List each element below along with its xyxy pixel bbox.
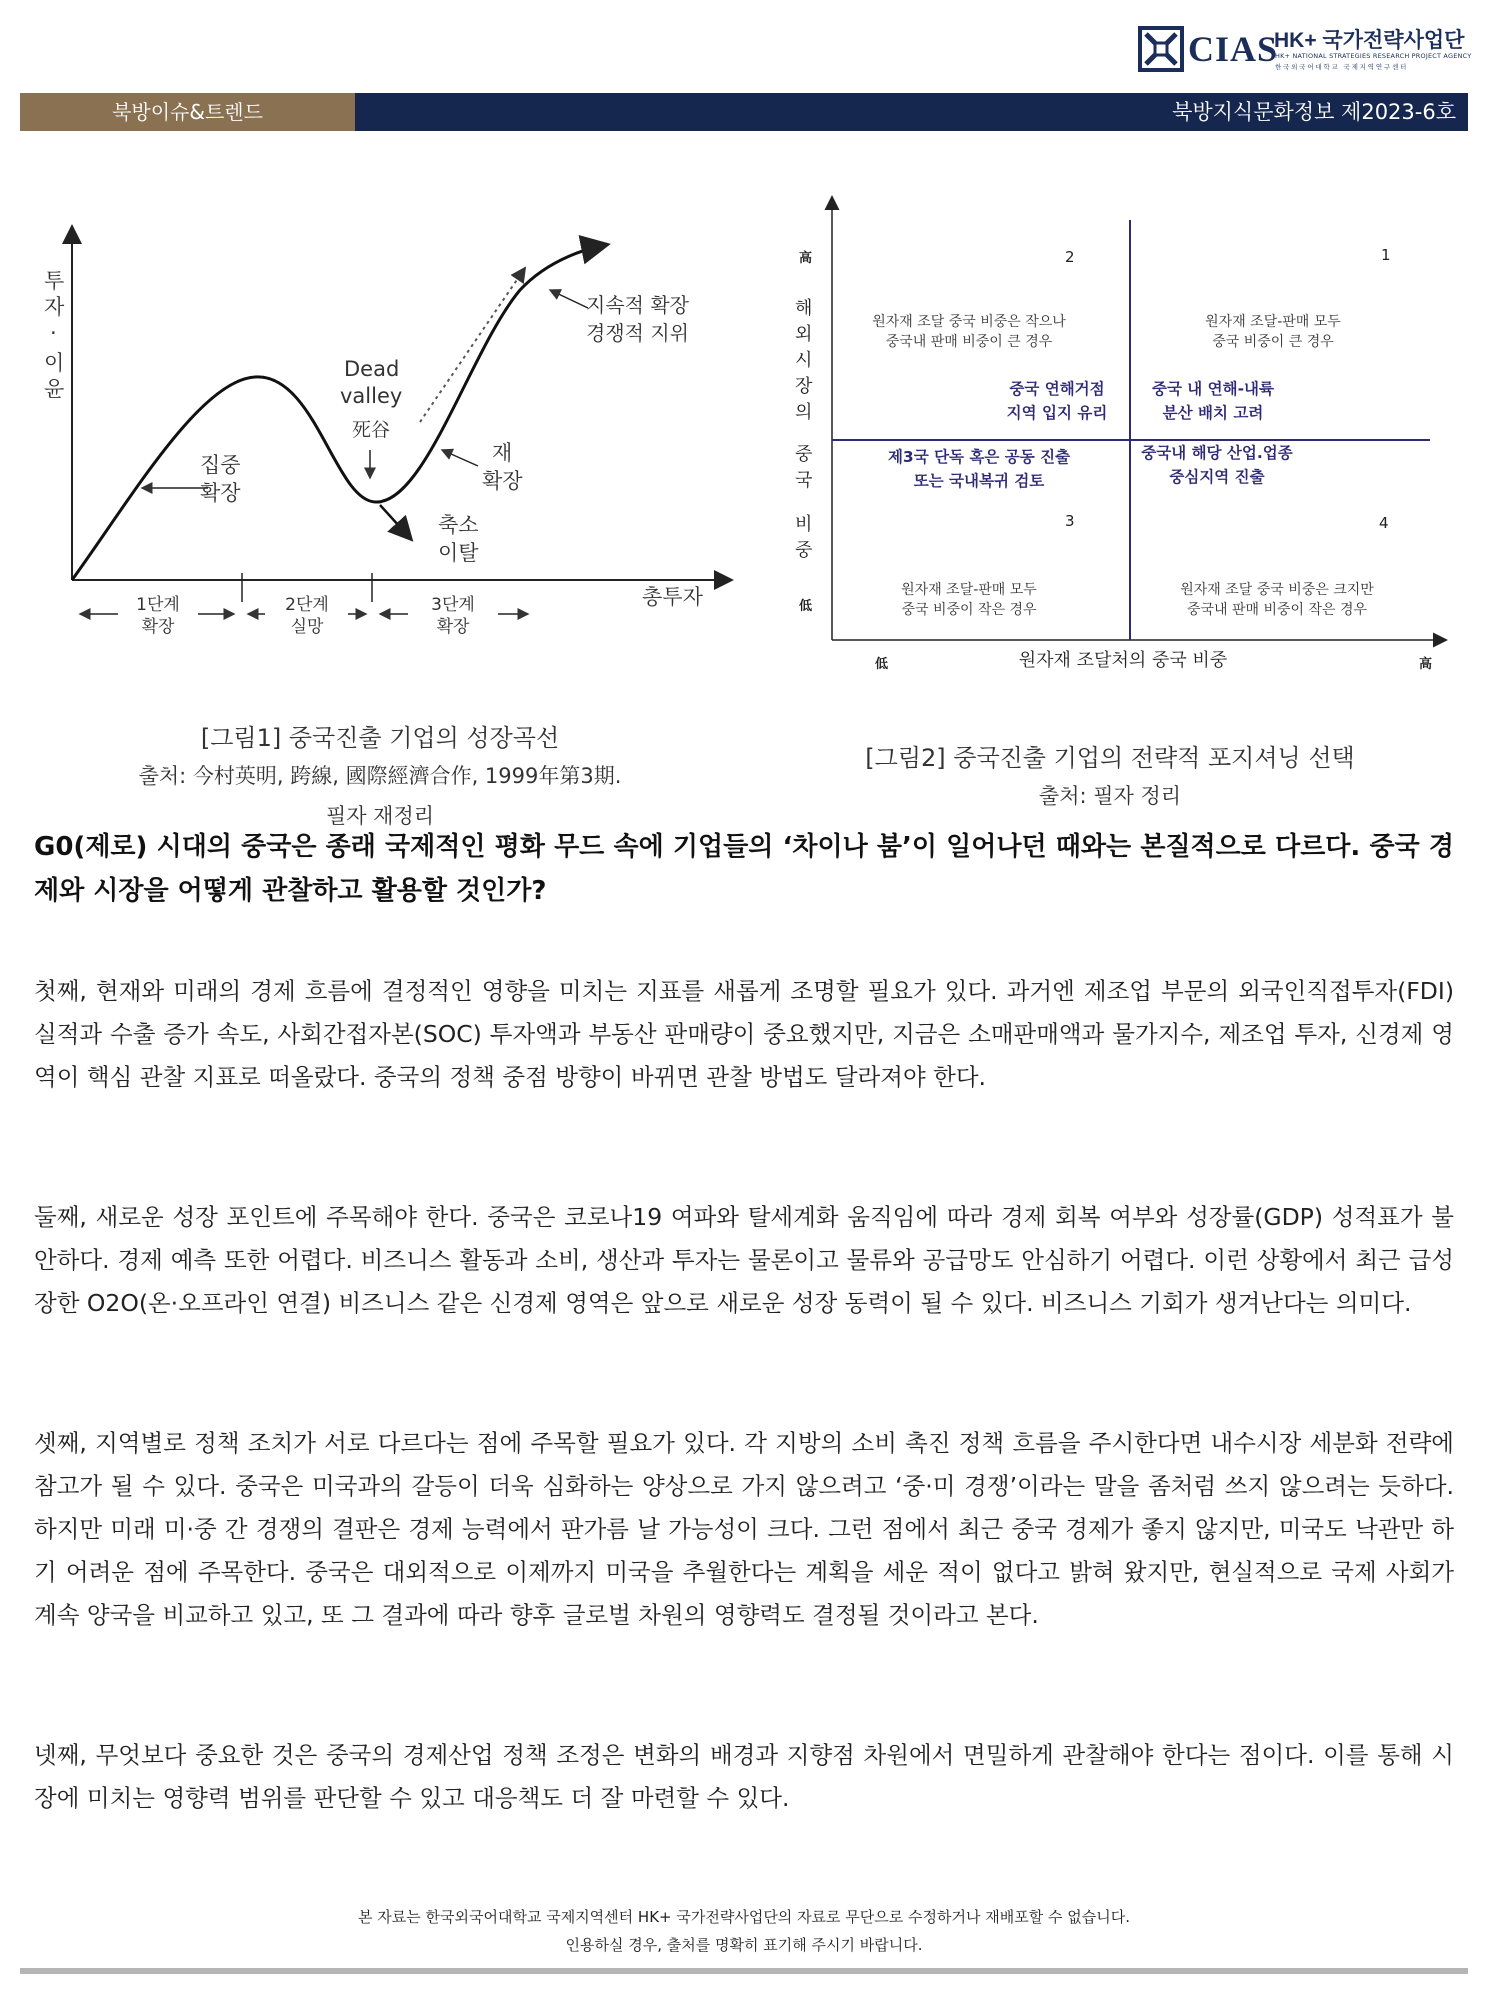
fig2-y-label-5: 의 bbox=[795, 402, 813, 423]
figure2-positioning-matrix bbox=[775, 190, 1455, 680]
paragraph-first: 첫째, 현재와 미래의 경제 흐름에 결정적인 영향을 미치는 지표를 새롭게 조명할 필요가 있다. 과거엔 제조업 부문의 외국인직접투자(FDI) 실적과 수출 증가 속도, 사회간접자본(SOC) 투자액과 부동산 판매량이 중요했지만, 지금은 소매판매액과 물가지수, 제조업 투자, 신경제 영역이 핵심 관찰 지표로 떠올랐다. 중국의 정책 중점 방향이 바뀌면 관찰 방법도 달라져야 한다. bbox=[34, 977, 1454, 1091]
fig2-q3-number: 3 bbox=[1065, 512, 1075, 530]
fig2-q1-number: 1 bbox=[1381, 246, 1391, 264]
fig2-q4-strategy-1: 중국내 해당 산업.업종 bbox=[1141, 444, 1293, 462]
fig1-label-shrink-1: 축소 bbox=[438, 513, 479, 537]
fig2-y-label-1: 해 bbox=[795, 298, 813, 319]
fig2-q4-strategy-2: 중심지역 진출 bbox=[1169, 468, 1265, 486]
fig2-q3-strategy-2: 또는 국내복귀 검토 bbox=[913, 472, 1045, 490]
fig2-q4-number: 4 bbox=[1379, 514, 1389, 532]
fig2-q2-strategy-2: 지역 입지 유리 bbox=[1006, 404, 1108, 422]
figure1-growth-curve bbox=[30, 210, 750, 660]
fig2-q4-desc-1: 원자재 조달 중국 비중은 크지만 bbox=[1180, 582, 1374, 598]
fig1-y-label-3: · bbox=[50, 321, 57, 345]
fig2-y-label-4: 장 bbox=[795, 376, 813, 397]
fig1-y-label-4: 이 bbox=[44, 351, 65, 375]
fig1-y-label-5: 윤 bbox=[44, 377, 65, 401]
fig1-label-reexpand-1: 재 bbox=[492, 441, 513, 465]
figure1-source: 출처: 今村英明, 跨線, 國際經濟合作, 1999年第3期. bbox=[138, 764, 622, 788]
figure2-source: 출처: 필자 정리 bbox=[1038, 784, 1182, 808]
logo-cias-text: CIAS bbox=[1188, 29, 1279, 69]
issue-label: 북방지식문화정보 제2023-6호 bbox=[1172, 100, 1456, 124]
fig1-label-reexpand-2: 확장 bbox=[482, 469, 523, 493]
logo-subtitle-en: HK+ NATIONAL STRATEGIES RESEARCH PROJECT AGENCY bbox=[1275, 52, 1472, 60]
fig1-label-deadvalley-1: Dead bbox=[344, 357, 400, 381]
fig2-q2-desc-1: 원자재 조달 중국 비중은 작으나 bbox=[872, 314, 1066, 330]
fig2-x-label: 원자재 조달처의 중국 비중 bbox=[1018, 650, 1228, 671]
fig2-x-high: 高 bbox=[1419, 657, 1433, 672]
paragraph-second: 둘째, 새로운 성장 포인트에 주목해야 한다. 중국은 코로나19 여파와 탈세계화 움직임에 따라 경제 회복 여부와 성장률(GDP) 성적표가 불안하다. 경제 예측 또한 어렵다. 비즈니스 활동과 소비, 생산과 투자는 물론이고 물류와 공급망도 안심하기 어렵다. 이런 상황에서 최근 급성장한 O2O(온·오프라인 연결) 비즈니스 같은 신경제 영역은 앞으로 새로운 성장 동력이 될 수 있다. 비즈니스 기회가 생겨난다는 의미다. bbox=[34, 1203, 1454, 1317]
fig2-q1-strategy-2: 분산 배치 고려 bbox=[1162, 404, 1264, 422]
fig1-stage1-line2: 확장 bbox=[141, 617, 175, 637]
fig1-label-sustained-2: 경쟁적 지위 bbox=[586, 321, 689, 345]
fig1-y-label-1: 투 bbox=[44, 269, 65, 293]
fig2-y-low: 低 bbox=[799, 599, 813, 614]
figure2-caption: [그림2] 중국진출 기업의 전략적 포지셔닝 선택 bbox=[865, 744, 1355, 772]
logo-subtitle-kr: 한국외국어대학교 국제지역연구센터 bbox=[1275, 63, 1409, 71]
fig1-x-label: 총투자 bbox=[642, 585, 703, 609]
fig2-y-high: 高 bbox=[799, 251, 813, 266]
fig2-q2-number: 2 bbox=[1065, 248, 1075, 266]
fig1-stage2-line2: 실망 bbox=[290, 617, 324, 637]
paragraph-third: 셋째, 지역별로 정책 조치가 서로 다르다는 점에 주목할 필요가 있다. 각 지방의 소비 촉진 정책 흐름을 주시한다면 내수시장 세분화 전략에 참고가 될 수 있다. 중국은 미국과의 갈등이 더욱 심화하는 양상으로 가지 않으려고 ‘중·미 경쟁’이라는 말을 좀처럼 쓰지 않으려는 듯하다. 하지만 미래 미·중 간 경쟁의 결판은 경제 능력에서 판가름 날 가능성이 크다. 그런 점에서 최근 중국 경제가 좋지 않지만, 미국도 낙관만 하기 어려운 점에 주목한다. 중국은 대외적으로 이제까지 미국을 추월한다는 계획을 세운 적이 없다고 밝혀 왔지만, 현실적으로 국제 사회가 계속 양국을 비교하고 있고, 또 그 결과에 따라 향후 글로벌 차원의 영향력도 결정될 것이라고 본다. bbox=[34, 1429, 1454, 1629]
fig2-x-low: 低 bbox=[875, 657, 889, 672]
paragraph-fourth: 넷째, 무엇보다 중요한 것은 중국의 경제산업 정책 조정은 변화의 배경과 지향점 차원에서 면밀하게 관찰해야 한다는 점이다. 이를 통해 시장에 미치는 영향력 범위를 판단할 수 있고 대응책도 더 잘 마련할 수 있다. bbox=[34, 1741, 1454, 1812]
fig2-y-label-9: 중 bbox=[795, 540, 813, 561]
footer-divider bbox=[20, 1968, 1468, 1974]
fig2-q1-desc-2: 중국 비중이 큰 경우 bbox=[1212, 334, 1334, 350]
fig2-q2-strategy-1: 중국 연해거점 bbox=[1009, 380, 1105, 398]
fig2-q3-desc-2: 중국 비중이 작은 경우 bbox=[901, 602, 1037, 618]
fig2-y-label-2: 외 bbox=[795, 324, 813, 345]
logo bbox=[1138, 22, 1472, 74]
fig1-label-concentrate-2: 확장 bbox=[200, 481, 241, 505]
fig1-label-sustained-1: 지속적 확장 bbox=[586, 293, 689, 317]
header-bar bbox=[20, 93, 1468, 131]
fig2-q3-desc-1: 원자재 조달-판매 모두 bbox=[901, 582, 1037, 598]
fig1-sustained-arrow bbox=[550, 290, 588, 308]
fig2-y-label-8: 비 bbox=[795, 514, 813, 535]
fig1-label-shrink-2: 이탈 bbox=[438, 541, 479, 565]
fig1-label-concentrate-1: 집중 bbox=[200, 453, 241, 477]
fig2-q2-desc-2: 중국내 판매 비중이 큰 경우 bbox=[885, 334, 1053, 350]
fig1-stage3-line1: 3단계 bbox=[431, 595, 475, 615]
fig2-y-label-7: 국 bbox=[795, 470, 813, 491]
fig1-stage1-line1: 1단계 bbox=[136, 595, 180, 615]
fig1-stage2-line1: 2단계 bbox=[285, 595, 329, 615]
lead-question: G0(제로) 시대의 중국은 종래 국제적인 평화 무드 속에 기업들의 ‘차이나 붐’이 일어나던 때와는 본질적으로 다르다. 중국 경제와 시장을 어떻게 관찰하고 활용할 것인가? bbox=[34, 832, 1454, 906]
fig1-label-deadvalley-2: valley bbox=[340, 384, 403, 408]
fig1-growth-curve-line bbox=[72, 245, 605, 580]
fig2-q3-strategy-1: 제3국 단독 혹은 공동 진출 bbox=[887, 448, 1071, 466]
footer-citation-note: 인용하실 경우, 출처를 명확히 표기해 주시기 바랍니다. bbox=[565, 1936, 923, 1954]
fig2-y-label-6: 중 bbox=[795, 444, 813, 465]
fig1-decline-arrow bbox=[380, 505, 410, 538]
fig1-stage3-line2: 확장 bbox=[436, 617, 470, 637]
fig1-trend-dotted bbox=[420, 268, 525, 422]
fig1-reexpand-arrow bbox=[442, 450, 478, 466]
fig1-y-label-2: 자 bbox=[44, 295, 65, 319]
fig2-q1-strategy-1: 중국 내 연해-내륙 bbox=[1151, 380, 1275, 398]
cias-logo-icon bbox=[1138, 26, 1184, 72]
footer-notice: 본 자료는 한국외국어대학교 국제지역센터 HK+ 국가전략사업단의 자료로 무단으로 수정하거나 재배포할 수 없습니다. bbox=[358, 1908, 1130, 1926]
figure1-caption: [그림1] 중국진출 기업의 성장곡선 bbox=[200, 724, 560, 752]
fig2-q1-desc-1: 원자재 조달-판매 모두 bbox=[1205, 314, 1341, 330]
fig2-q4-desc-2: 중국내 판매 비중이 작은 경우 bbox=[1186, 602, 1368, 618]
figure1-source-note: 필자 재정리 bbox=[325, 804, 435, 828]
fig1-label-deadvalley-cn: 死谷 bbox=[352, 419, 391, 441]
fig2-y-label-3: 시 bbox=[795, 350, 813, 371]
logo-title: HK+ 국가전략사업단 bbox=[1274, 29, 1465, 52]
section-label: 북방이슈&트렌드 bbox=[20, 93, 355, 131]
